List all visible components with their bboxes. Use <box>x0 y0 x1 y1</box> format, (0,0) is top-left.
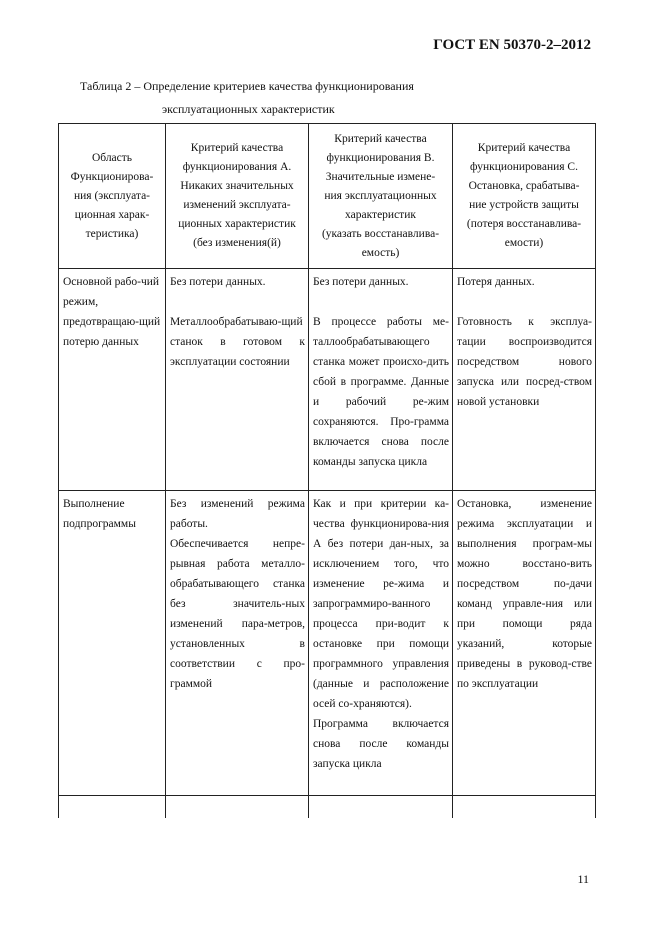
header-row <box>59 124 596 269</box>
row1-a-para2: Металлообрабатываю-щий станок в готовом к эксплуатации состоянии <box>170 316 305 368</box>
empty-cell <box>309 796 453 818</box>
empty-cell <box>453 796 596 818</box>
row1-a-para1: Без потери данных. <box>170 276 266 288</box>
row1-criterion-b <box>309 269 453 491</box>
row1-area-text: Основной рабо-чий режим, предотвращаю-щий потерю данных <box>63 276 161 348</box>
row1-b-para1: Без потери данных. <box>313 276 409 288</box>
row1-area <box>59 269 166 491</box>
row2-criterion-b: Как и при критерии ка-чества функционирова-ния А без потери дан-ных, за исключением того, что изменение ре-жима и запрограммиро-ванного процесса при-водит к остановке при помощи программного управления (данные и расположение осей со-храняются). Программа включается снова после команды запуска цикла <box>309 491 453 796</box>
header-criterion-b: Критерий качества функционирования В. Значительные измене- ния эксплуатационных характеристик (указать восстанавлива- емость) <box>309 124 453 269</box>
row1-c-para1: Потеря данных. <box>457 276 535 288</box>
row1-b-para2: В процессе работы ме-таллообрабатывающего станка может происхо-дить сбой в программе. Данные и рабочий ре-жим сохраняются. Про-грамма включается снова после команды запуска цикла <box>313 316 449 468</box>
standard-header: ГОСТ EN 50370-2–2012 <box>433 37 591 53</box>
empty-cell <box>166 796 309 818</box>
row1-criterion-a <box>166 269 309 491</box>
criteria-table <box>58 123 596 818</box>
row2-area <box>59 491 166 796</box>
table-row <box>59 269 596 491</box>
row2-criterion-c: Остановка, изменение режима эксплуатации и выполнения програм-мы можно восстано-вить посредством по-дачи команд управле-ния или при помощи ряда указаний, которые приведены в руковод-стве по эксплуатации <box>453 491 596 796</box>
empty-cell <box>59 796 166 818</box>
row1-criterion-c <box>453 269 596 491</box>
table-caption: Таблица 2 – Определение критериев качества функционирования <box>80 79 414 93</box>
header-criterion-c: Критерий качества функционирования С. Остановка, срабатыва- ние устройств защиты (потеря восстанавлива- емости) <box>453 124 596 269</box>
table-row <box>59 491 596 796</box>
table-row-empty <box>59 796 596 818</box>
row2-area-text: Выполнение подпрограммы <box>63 498 136 530</box>
header-criterion-a: Критерий качества функционирования А. Никаких значительных изменений эксплуата- ционных характеристик (без изменения(й) <box>166 124 309 269</box>
header-area: Область Функционирова- ния (эксплуата- ционная харак- теристика) <box>59 124 166 269</box>
row2-criterion-a: Без изменений режима работы. Обеспечивается непре-рывная работа металло-обрабатывающего станка без значитель-ных изменений пара-метров, установленных в соответствии с про-граммой <box>166 491 309 796</box>
table-caption-continued: эксплуатационных характеристик <box>162 102 335 116</box>
row1-c-para2: Готовность к эксплуа-тации воспроизводится посредством нового запуска или посред-ством новой установки <box>457 316 592 408</box>
page-number: 11 <box>577 872 589 886</box>
